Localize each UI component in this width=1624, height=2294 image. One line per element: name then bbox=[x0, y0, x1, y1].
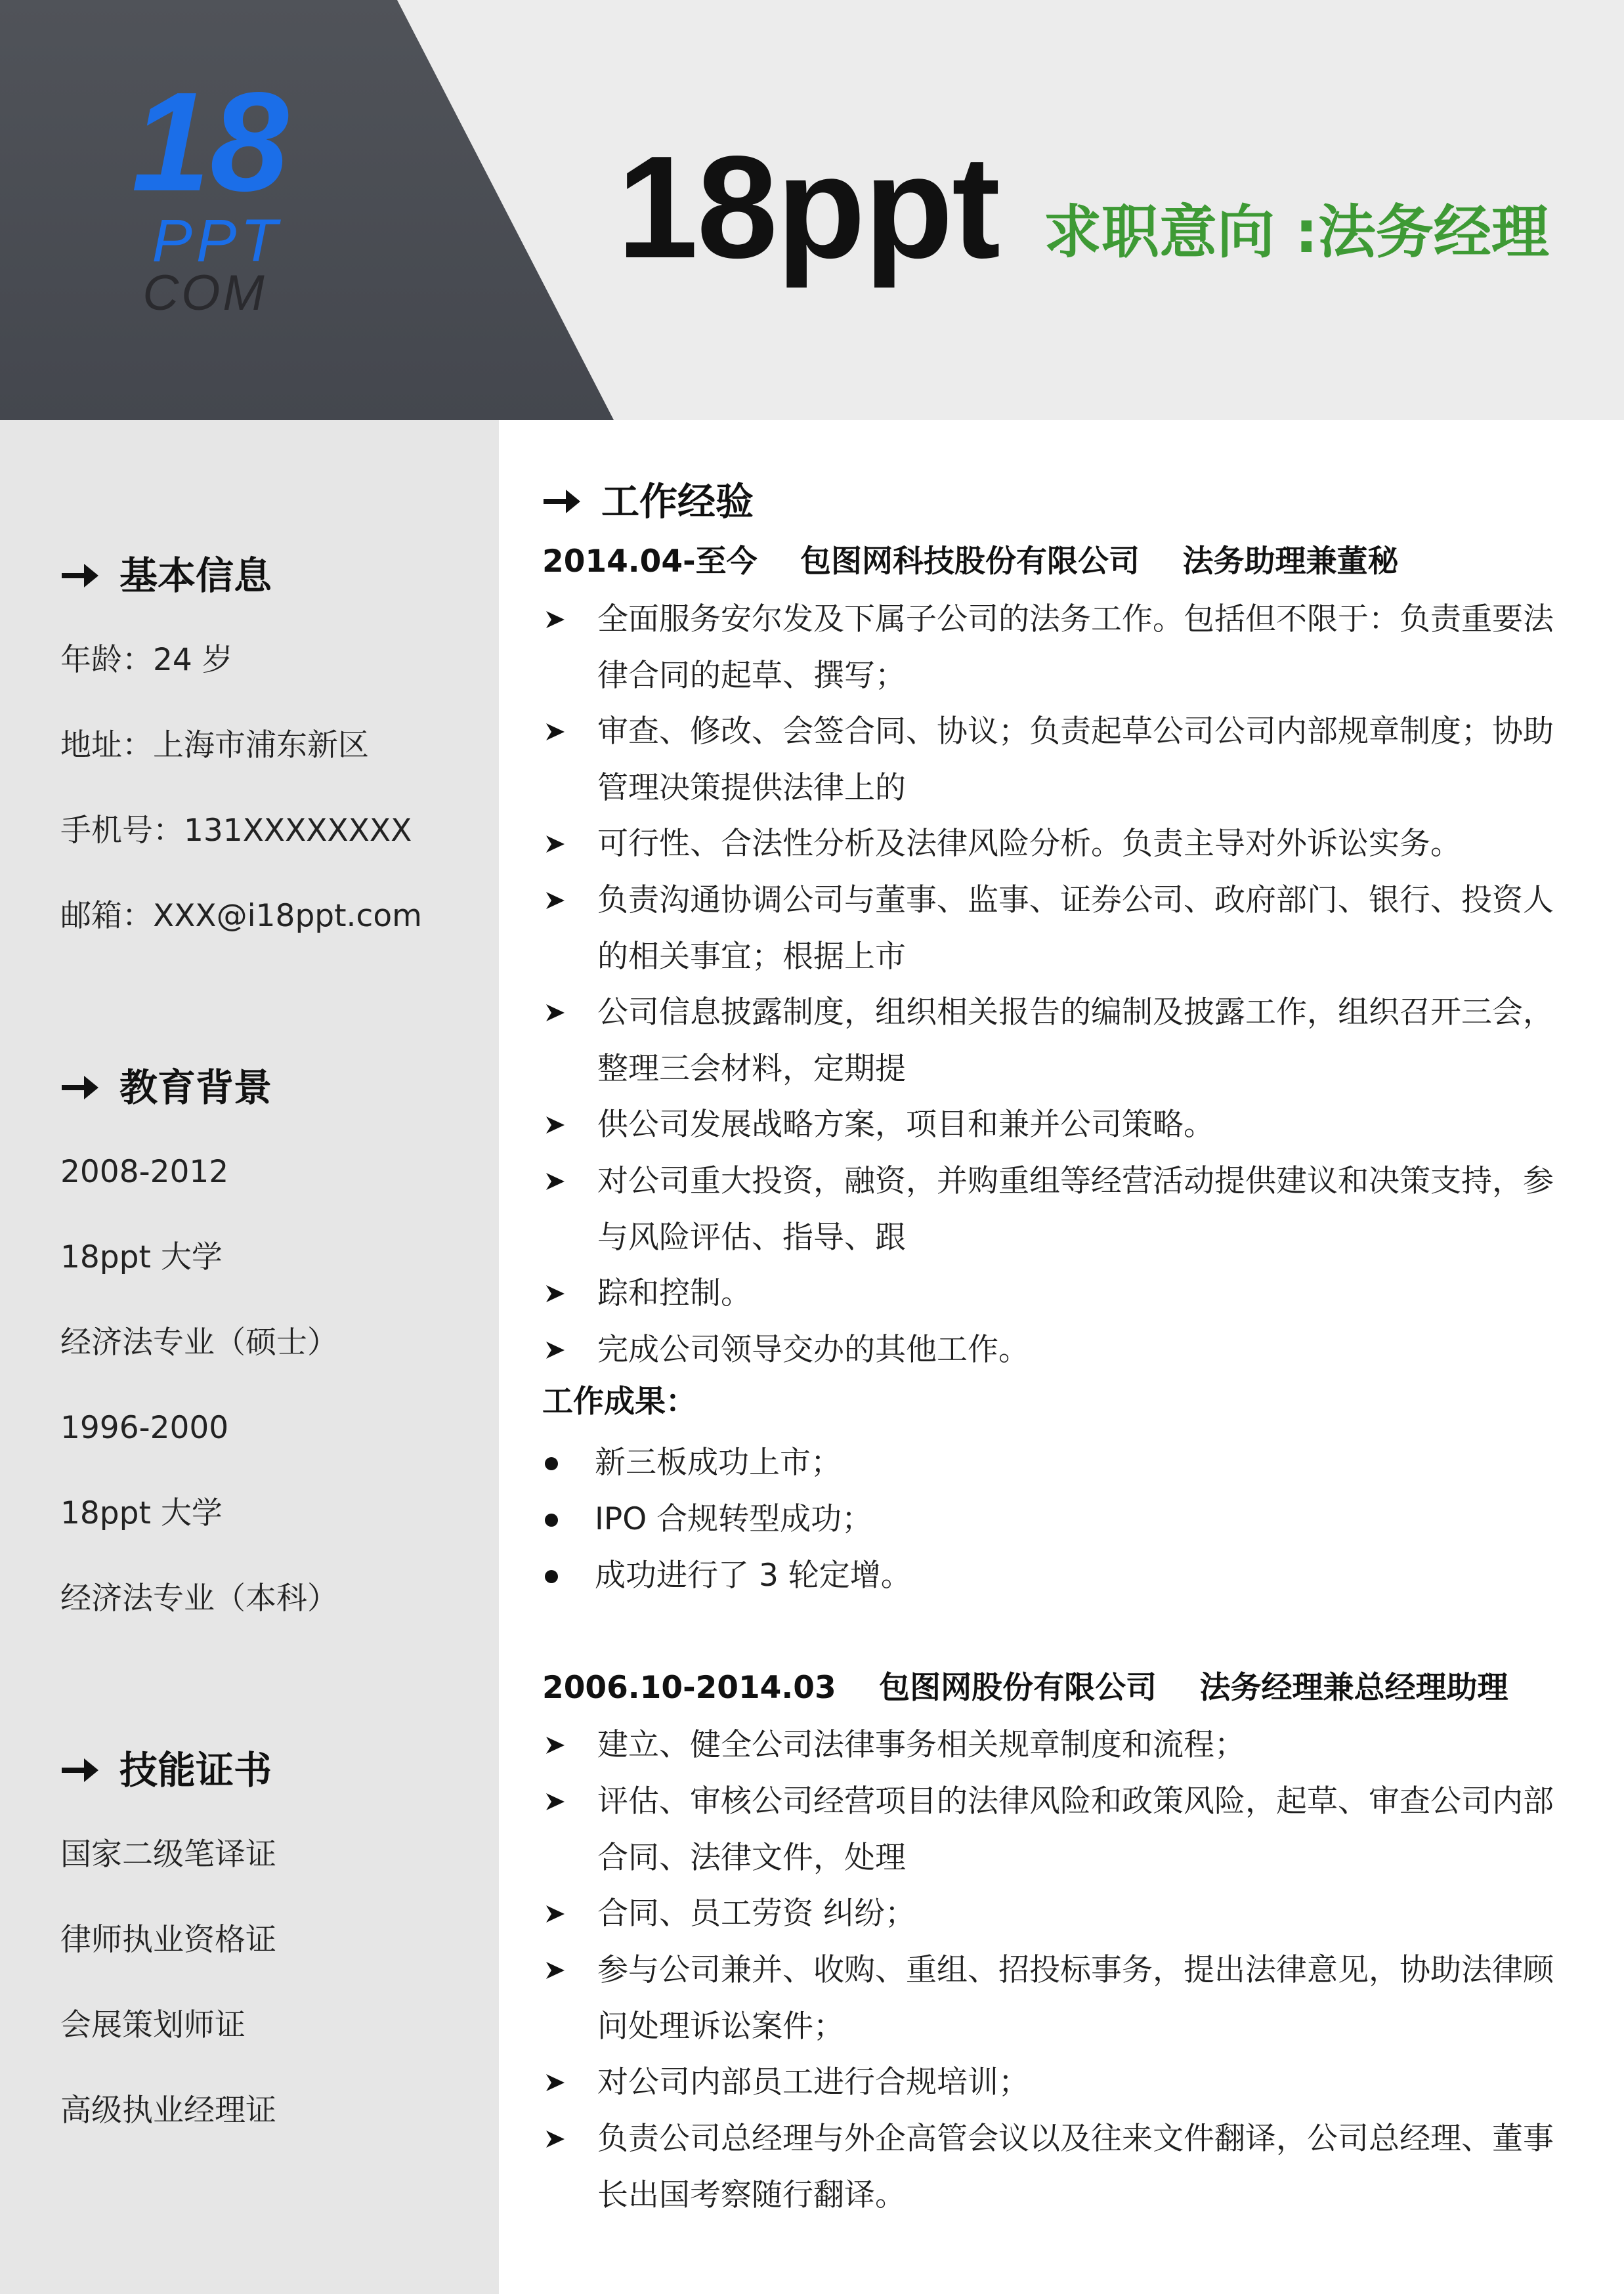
arrow-right-icon bbox=[60, 1072, 100, 1103]
arrowhead-bullet-icon bbox=[542, 591, 568, 648]
section-title: 技能证书 bbox=[119, 1748, 272, 1793]
education-item: 2008-2012 bbox=[60, 1154, 229, 1190]
job-bullet: 对公司内部员工进行合规培训； bbox=[542, 2054, 1579, 2111]
achievement-item: 新三板成功上市； bbox=[542, 1435, 842, 1491]
education-item: 经济法专业（硕士） bbox=[60, 1325, 338, 1361]
job-bullet: 踪和控制。 bbox=[542, 1265, 1579, 1322]
section-title: 基本信息 bbox=[119, 553, 272, 598]
info-email: 邮箱：XXX@i18ppt.com bbox=[60, 898, 422, 934]
job-bullet: 供公司发展战略方案，项目和兼并公司策略。 bbox=[542, 1097, 1579, 1153]
section-title: 工作经验 bbox=[601, 479, 754, 524]
section-work-experience bbox=[542, 479, 754, 524]
info-address: 地址：上海市浦东新区 bbox=[60, 727, 369, 763]
achievement-item: 成功进行了 3 轮定增。 bbox=[542, 1548, 912, 1604]
arrowhead-bullet-icon bbox=[542, 2054, 568, 2111]
section-title: 教育背景 bbox=[119, 1065, 272, 1110]
job-heading: 2006.10-2014.03 包图网股份有限公司 法务经理兼总经理助理 bbox=[542, 1670, 1508, 1706]
skill-item: 会展策划师证 bbox=[60, 2007, 246, 2043]
education-item: 经济法专业（本科） bbox=[60, 1581, 338, 1617]
info-phone: 手机号：131XXXXXXXX bbox=[60, 813, 412, 849]
education-item: 1996-2000 bbox=[60, 1410, 229, 1446]
arrowhead-bullet-icon bbox=[542, 2111, 568, 2167]
education-item: 18ppt 大学 bbox=[60, 1239, 223, 1275]
header bbox=[0, 0, 1624, 420]
arrow-right-icon bbox=[60, 1754, 100, 1786]
arrowhead-bullet-icon bbox=[542, 985, 568, 1041]
arrowhead-bullet-icon bbox=[542, 1774, 568, 1830]
section-basic-info bbox=[60, 553, 272, 598]
arrowhead-bullet-icon bbox=[542, 1322, 568, 1378]
dot-bullet-icon bbox=[545, 1514, 558, 1527]
job-bullet: 全面服务安尔发及下属子公司的法务工作。包括但不限于：负责重要法律合同的起草、撰写； bbox=[542, 591, 1579, 704]
arrowhead-bullet-icon bbox=[542, 1886, 568, 1942]
arrowhead-bullet-icon bbox=[542, 1717, 568, 1774]
job-bullet: 评估、审核公司经营项目的法律风险和政策风险，起草、审查公司内部合同、法律文件，处理 bbox=[542, 1774, 1579, 1886]
arrowhead-bullet-icon bbox=[542, 704, 568, 760]
job-bullet: 负责公司总经理与外企高管会议以及往来文件翻译，公司总经理、董事长出国考察随行翻译。 bbox=[542, 2111, 1579, 2224]
job-bullet: 审查、修改、会签合同、协议；负责起草公司公司内部规章制度；协助管理决策提供法律上的 bbox=[542, 704, 1579, 817]
job-bullet: 建立、健全公司法律事务相关规章制度和流程； bbox=[542, 1717, 1579, 1774]
dot-bullet-icon bbox=[545, 1457, 558, 1470]
arrowhead-bullet-icon bbox=[542, 1942, 568, 1999]
job-bullet: 完成公司领导交办的其他工作。 bbox=[542, 1322, 1579, 1378]
section-education bbox=[60, 1065, 272, 1110]
job-heading: 2014.04-至今 包图网科技股份有限公司 法务助理兼董秘 bbox=[542, 543, 1399, 580]
skill-item: 律师执业资格证 bbox=[60, 1922, 276, 1958]
arrowhead-bullet-icon bbox=[542, 816, 568, 872]
job-bullet: 负责沟通协调公司与董事、监事、证券公司、政府部门、银行、投资人的相关事宜；根据上市 bbox=[542, 872, 1579, 985]
education-item: 18ppt 大学 bbox=[60, 1495, 223, 1531]
arrow-right-icon bbox=[60, 560, 100, 591]
dot-bullet-icon bbox=[545, 1570, 558, 1583]
job-bullet: 参与公司兼并、收购、重组、招投标事务，提出法律意见，协助法律顾问处理诉讼案件； bbox=[542, 1942, 1579, 2055]
skill-item: 高级执业经理证 bbox=[60, 2092, 276, 2129]
arrowhead-bullet-icon bbox=[542, 872, 568, 929]
job-bullet: 合同、员工劳资 纠纷； bbox=[542, 1886, 1579, 1942]
logo-small-text: COM bbox=[142, 265, 267, 321]
skill-item: 国家二级笔译证 bbox=[60, 1837, 276, 1873]
logo-background-shape bbox=[0, 0, 614, 420]
candidate-name: 18ppt bbox=[617, 126, 1000, 289]
arrowhead-bullet-icon bbox=[542, 1097, 568, 1153]
section-skills bbox=[60, 1748, 272, 1793]
job-bullet: 公司信息披露制度，组织相关报告的编制及披露工作，组织召开三会，整理三会材料，定期提 bbox=[542, 985, 1579, 1097]
arrowhead-bullet-icon bbox=[542, 1265, 568, 1322]
logo-panel bbox=[0, 0, 614, 420]
logo-graphic bbox=[0, 0, 614, 420]
achievements-heading: 工作成果： bbox=[542, 1384, 696, 1420]
logo-mid-text: PPT bbox=[152, 207, 282, 274]
achievement-item: IPO 合规转型成功； bbox=[542, 1491, 872, 1548]
job-bullet: 对公司重大投资，融资，并购重组等经营活动提供建议和决策支持，参与风险评估、指导、跟 bbox=[542, 1153, 1579, 1266]
arrow-right-icon bbox=[542, 486, 582, 517]
arrowhead-bullet-icon bbox=[542, 1153, 568, 1210]
logo-big-text: 18 bbox=[131, 62, 289, 221]
info-age: 年龄：24 岁 bbox=[60, 642, 233, 678]
job-bullet: 可行性、合法性分析及法律风险分析。负责主导对外诉讼实务。 bbox=[542, 816, 1579, 872]
job-intent: 求职意向 :法务经理 bbox=[1044, 198, 1549, 266]
